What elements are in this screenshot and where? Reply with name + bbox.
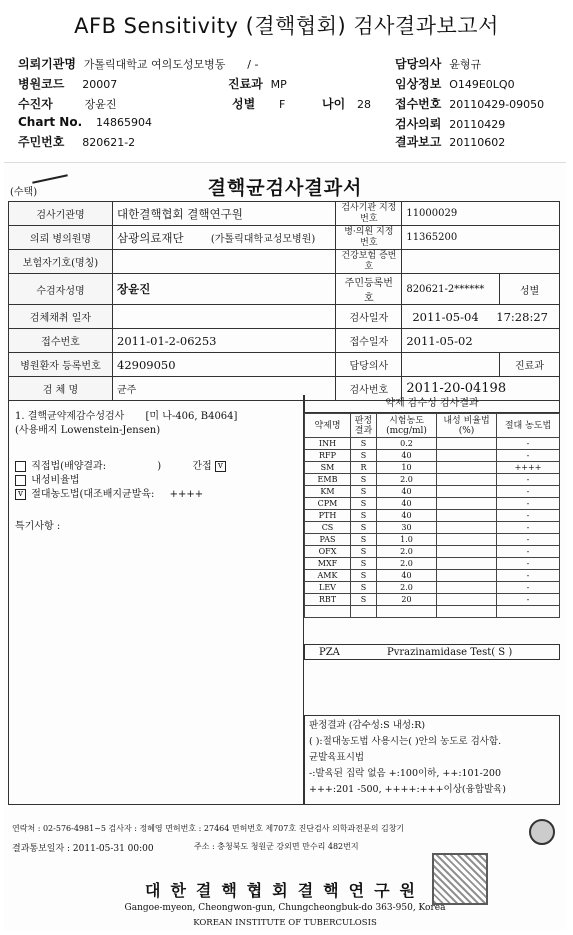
cell-conc: 0.2 <box>377 438 437 450</box>
criteria-line: 판정결과 (감수성:S 내성:R) <box>309 720 426 731</box>
cell-res: S <box>351 522 377 534</box>
cell-abs <box>497 606 560 618</box>
header-value: 20110602 <box>449 136 506 149</box>
header-row-patient <box>18 95 117 112</box>
pza-label: PZA <box>319 647 340 658</box>
cell-res: S <box>351 510 377 522</box>
req-org-name: 삼광의료재단 <box>117 230 184 245</box>
notify-date: 결과통보일자 : 2011-05-31 00:00 <box>12 844 154 854</box>
cell-conc: 2.0 <box>377 582 437 594</box>
criteria-line: -:발육된 집락 없음 +:100이하, ++:101-200 <box>309 768 501 779</box>
cell-drug: LEV <box>305 582 351 594</box>
cell-abs: - <box>497 522 560 534</box>
header-row-reception <box>395 95 544 112</box>
remarks-label: 특기사항 : <box>15 521 61 532</box>
cell-res: S <box>351 450 377 462</box>
table-row <box>305 582 560 594</box>
cell-abs: - <box>497 546 560 558</box>
cell-drug: AMK <box>305 570 351 582</box>
table-row <box>9 250 560 274</box>
method-code: [미 나-406, B4064] <box>145 411 238 422</box>
cell-label: 보험자기호(명칭) <box>9 250 113 274</box>
column-header: 판정 결과 <box>351 414 377 438</box>
cell-drug: PTH <box>305 510 351 522</box>
header-row-request <box>395 115 505 132</box>
method-line <box>15 407 237 422</box>
direct-label: 직접법(배양결과: <box>31 461 107 472</box>
pza-value: Pvrazinamidase Test( S ) <box>387 647 513 658</box>
cell-value <box>113 305 336 329</box>
cell-label: 검사기관명 <box>9 202 113 226</box>
cell-value: 균주 <box>113 377 336 401</box>
cell-label: 검체채취 일자 <box>9 305 113 329</box>
cell-res: S <box>351 498 377 510</box>
header-value: F <box>279 98 286 111</box>
cell-label: 담당의사 <box>336 353 402 377</box>
header-label: 결과보고 <box>395 135 442 149</box>
header-row-report <box>395 133 505 150</box>
cell-res: S <box>351 546 377 558</box>
header-value: 20007 <box>82 78 118 91</box>
institute-name: 대한결핵협회결핵연구원 <box>144 881 426 900</box>
cell-label: 검사일자 <box>336 305 402 329</box>
medium-line: (사용배지 Lowenstein-Jensen) <box>15 425 161 436</box>
req-org-note: (가톨릭대학교성모병원) <box>210 233 316 245</box>
cell-res: S <box>351 558 377 570</box>
cell-res: S <box>351 486 377 498</box>
cell-abs: - <box>497 474 560 486</box>
sheet-title: 결핵균검사결과서 <box>207 177 363 199</box>
cell-conc: 40 <box>377 486 437 498</box>
cell-ratio <box>437 606 497 618</box>
contact-line: 연락처 : 02-576-4981~5 검사자 : 정혜영 면허번호 : 27464 면허번호 제707호 진단검사 의학과전문의 김창기 <box>12 824 405 833</box>
cell-abs: - <box>497 438 560 450</box>
cell-value <box>402 353 500 377</box>
exam-time: 17:28:27 <box>496 309 548 324</box>
header-value: 장윤진 <box>84 98 117 111</box>
table-row <box>305 474 560 486</box>
header-value: 820621-2 <box>82 136 136 149</box>
cell-ratio <box>437 438 497 450</box>
cell-abs: ++++ <box>497 462 560 474</box>
table-row <box>305 534 560 546</box>
cell-conc: 10 <box>377 462 437 474</box>
cell-conc: 2.0 <box>377 558 437 570</box>
cell-label: 검사번호 <box>336 377 402 401</box>
cell-ratio <box>437 534 497 546</box>
cell-label: 검 체 명 <box>9 377 113 401</box>
column-header: 절대 농도법 <box>497 414 560 438</box>
table-row <box>9 329 560 353</box>
cell-label: 성별 <box>500 274 560 305</box>
header-label: 수진자 <box>18 97 53 111</box>
cell-conc: 1.0 <box>377 534 437 546</box>
cell-value: 대한결핵협회 결핵연구원 <box>113 202 336 226</box>
header-row-hospital-code <box>18 75 117 92</box>
cell-ratio <box>437 558 497 570</box>
cell-conc: 20 <box>377 594 437 606</box>
cell-res <box>351 606 377 618</box>
cell-value <box>113 250 336 274</box>
cell-res: S <box>351 534 377 546</box>
cell-value: 42909050 <box>113 353 336 377</box>
cell-drug: SM <box>305 462 351 474</box>
header-row-institution <box>18 55 258 72</box>
table-row <box>305 462 560 474</box>
indirect-checkbox[interactable]: v <box>215 461 226 472</box>
cell-conc: 40 <box>377 570 437 582</box>
cell-value: 11000029 <box>402 202 560 226</box>
cell-abs: - <box>497 450 560 462</box>
cell-abs: - <box>497 498 560 510</box>
column-header: 내성 비율법(%) <box>437 414 497 438</box>
table-row <box>305 558 560 570</box>
absolute-value: ++++ <box>169 489 204 500</box>
cell-res: S <box>351 594 377 606</box>
receipt-mark: (수택) <box>10 187 38 198</box>
cell-abs: - <box>497 594 560 606</box>
cell-ratio <box>437 594 497 606</box>
address-en: Gangoe-myeon, Cheongwon-gun, Chungcheongbuk-do 363-950, Korea <box>124 903 446 913</box>
header-value: 20110429-09050 <box>449 98 545 111</box>
header-label: Chart No. <box>18 115 83 129</box>
cell-res: R <box>351 462 377 474</box>
cell-drug <box>305 606 351 618</box>
institute-seal <box>432 853 488 905</box>
cell-label: 의뢰 병의원명 <box>9 226 113 250</box>
absolute-label: 절대농도법(대조배지균발육: <box>31 489 155 500</box>
cell-abs: - <box>497 510 560 522</box>
cell-value: 2011-01-2-06253 <box>113 329 336 353</box>
criteria-line: 균발육표시법 <box>309 752 365 763</box>
cell-label: 접수일자 <box>336 329 402 353</box>
cell-drug: RBT <box>305 594 351 606</box>
absolute-method-line <box>15 485 203 500</box>
report-title: AFB Sensitivity (결핵협회) 검사결과보고서 <box>74 14 499 38</box>
table-row <box>9 202 560 226</box>
header-row-doctor <box>395 55 481 72</box>
cell-drug: KM <box>305 486 351 498</box>
table-row <box>9 226 560 250</box>
cell-res: S <box>351 438 377 450</box>
table-row <box>9 353 560 377</box>
ward-value: / - <box>247 58 259 71</box>
header-value: MP <box>270 78 287 91</box>
doctor-seal <box>529 819 555 845</box>
header-label: 성별 <box>232 97 256 111</box>
table-row <box>305 546 560 558</box>
cell-drug: RFP <box>305 450 351 462</box>
header-label: 의뢰기관명 <box>18 57 76 71</box>
cell-label: 진료과 <box>500 353 560 377</box>
cell-drug: OFX <box>305 546 351 558</box>
cell-abs: - <box>497 570 560 582</box>
header-value: 가톨릭대학교 여의도성모병동 <box>83 58 226 71</box>
exam-date: 2011-05-04 <box>412 309 479 324</box>
header-label: 접수번호 <box>395 97 442 111</box>
cell-abs: - <box>497 558 560 570</box>
cell-label: 접수번호 <box>9 329 113 353</box>
cell-conc: 2.0 <box>377 546 437 558</box>
cell-value: 2011-20-04198 <box>402 377 560 401</box>
method-title: 1. 결핵균약제감수성검사 <box>15 411 125 422</box>
header-age <box>322 95 371 112</box>
table-row <box>305 450 560 462</box>
cell-abs: - <box>497 534 560 546</box>
table-row <box>305 438 560 450</box>
table-row <box>305 498 560 510</box>
table-row <box>305 570 560 582</box>
cell-drug: CPM <box>305 498 351 510</box>
cell-value: 2011-05-02 <box>402 329 560 353</box>
criteria-line: +++:201 -500, ++++:+++이상(융합발육) <box>309 784 507 795</box>
table-row <box>9 305 560 329</box>
table-header-row <box>305 414 560 438</box>
header-value: 20110429 <box>449 118 506 131</box>
table-row <box>305 510 560 522</box>
cell-conc: 40 <box>377 450 437 462</box>
cell-value <box>113 226 336 250</box>
cell-value <box>402 250 560 274</box>
table-row <box>305 486 560 498</box>
criteria-legend <box>304 715 560 805</box>
cell-conc: 2.0 <box>377 474 437 486</box>
address-kr: 주소 : 충청북도 청원군 강외면 만수리 482번지 <box>194 842 359 851</box>
header-dept <box>228 75 287 92</box>
pza-row <box>304 644 560 660</box>
cell-res: S <box>351 570 377 582</box>
header-label: 주민번호 <box>18 135 65 149</box>
cell-abs: - <box>497 486 560 498</box>
header-label: 병원코드 <box>18 77 65 91</box>
cell-res: S <box>351 582 377 594</box>
cell-ratio <box>437 522 497 534</box>
cell-drug: INH <box>305 438 351 450</box>
sensitivity-title: 약제 감수성 검사결과 <box>304 395 560 413</box>
criteria-line: ( ):절대농도법 사용시는( )안의 농도로 검사함. <box>309 736 502 747</box>
cell-ratio <box>437 462 497 474</box>
cell-label: 병원환자 등록번호 <box>9 353 113 377</box>
header-value: O149E0LQ0 <box>449 78 515 91</box>
institute-name-en: KOREAN INSTITUTE OF TUBERCULOSIS <box>193 918 377 928</box>
table-row <box>9 274 560 305</box>
cell-conc: 30 <box>377 522 437 534</box>
header-value: 28 <box>357 98 372 111</box>
header-value: 윤형규 <box>449 58 482 71</box>
cell-conc: 40 <box>377 498 437 510</box>
cell-conc <box>377 606 437 618</box>
header-row-chart <box>18 115 152 129</box>
cell-label: 검사기관 지정번호 <box>336 202 402 226</box>
header-row-rrn <box>18 133 135 150</box>
cell-abs: - <box>497 582 560 594</box>
cell-ratio <box>437 450 497 462</box>
resist-label: 내성비율법 <box>31 475 80 486</box>
column-header: 시험농도 (mcg/ml) <box>377 414 437 438</box>
header-value: 14865904 <box>95 116 152 129</box>
cell-value: 11365200 <box>402 226 560 250</box>
cell-drug: EMB <box>305 474 351 486</box>
cell-value <box>402 305 560 329</box>
header-label: 나이 <box>322 97 346 111</box>
cell-ratio <box>437 582 497 594</box>
table-row <box>305 522 560 534</box>
cell-ratio <box>437 498 497 510</box>
cell-res: S <box>351 474 377 486</box>
absolute-checkbox[interactable]: v <box>15 489 26 500</box>
scanned-result-sheet <box>4 162 566 930</box>
cell-label: 수검자성명 <box>9 274 113 305</box>
header-label: 담당의사 <box>395 57 442 71</box>
test-method-panel <box>8 395 304 805</box>
cell-drug: CS <box>305 522 351 534</box>
header-label: 진료과 <box>228 77 263 91</box>
cell-label: 주민등록번호 <box>336 274 402 305</box>
header-label: 검사의뢰 <box>395 117 442 131</box>
cell-label: 건강보험 증번호 <box>336 250 402 274</box>
resist-method-line <box>15 471 80 486</box>
table-row <box>305 606 560 618</box>
cell-ratio <box>437 510 497 522</box>
cell-conc: 40 <box>377 510 437 522</box>
cell-ratio <box>437 546 497 558</box>
header-row-clinical <box>395 75 515 92</box>
cell-ratio <box>437 474 497 486</box>
indirect-label: 간접 <box>192 461 212 472</box>
cell-value: 장윤진 <box>113 274 336 305</box>
direct-method-line <box>15 457 228 472</box>
cell-drug: MXF <box>305 558 351 570</box>
column-header: 약제명 <box>305 414 351 438</box>
cell-label: 병·의원 지정번호 <box>336 226 402 250</box>
cell-ratio <box>437 570 497 582</box>
table-row <box>305 594 560 606</box>
exam-info-table <box>8 201 560 401</box>
header-label: 임상정보 <box>395 77 442 91</box>
cell-ratio <box>437 486 497 498</box>
sensitivity-table <box>304 413 560 618</box>
cell-value: 820621-2****** <box>402 274 500 305</box>
cell-drug: PAS <box>305 534 351 546</box>
header-sex <box>232 95 285 112</box>
direct-paren: ) <box>157 461 162 472</box>
